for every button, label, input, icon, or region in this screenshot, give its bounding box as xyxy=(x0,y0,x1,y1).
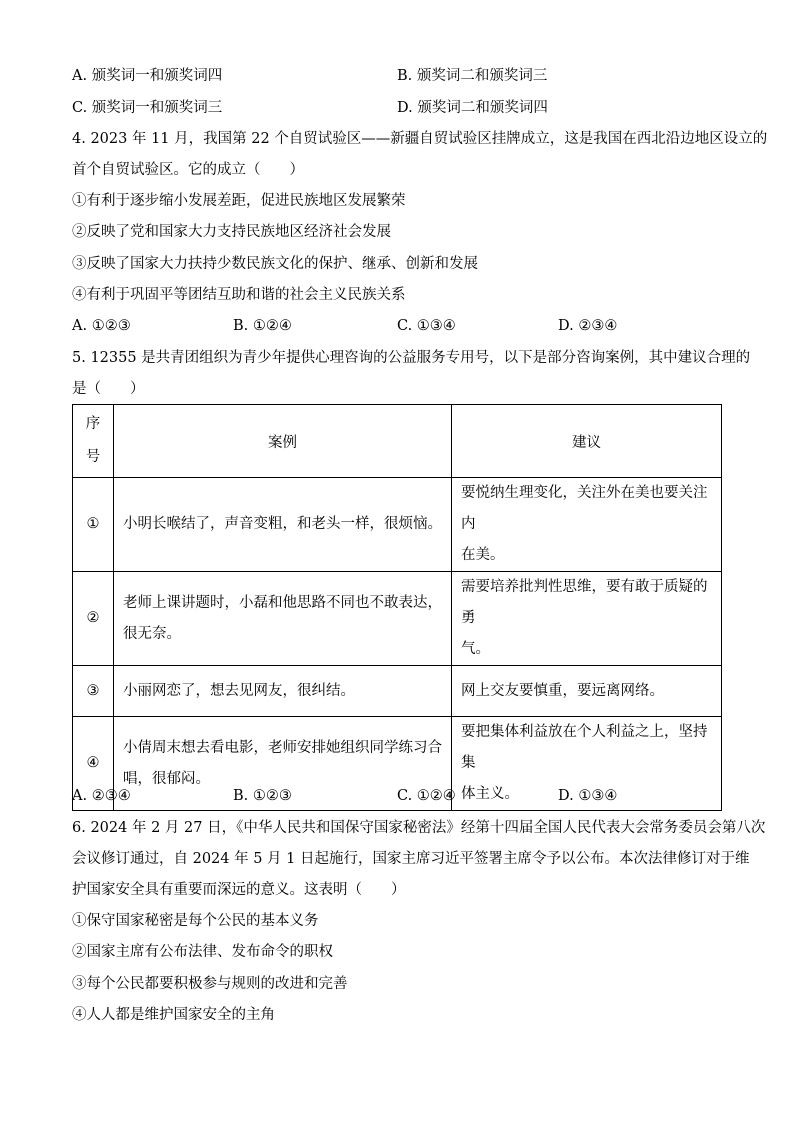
header-number xyxy=(73,405,114,478)
row-case: 小明长喉结了，声音变粗，和老头一样，很烦恼。 xyxy=(114,478,452,572)
q4-statement-1: ①有利于逐步缩小发展差距，促进民族地区发展繁荣 xyxy=(72,193,406,209)
row-advice-line2: 体主义。 xyxy=(461,786,519,802)
table-row xyxy=(73,666,722,717)
q3-option-b: B. 颁奖词二和颁奖词三 xyxy=(397,68,548,84)
row-advice-line2: 气。 xyxy=(461,641,490,657)
row-advice-line2: 在美。 xyxy=(461,547,505,563)
q6-statement-2: ②国家主席有公布法律、发布命令的职权 xyxy=(72,944,333,960)
row-advice-line1: 要把集体利益放在个人利益之上，坚持集 xyxy=(461,724,708,771)
q3-option-a: A. 颁奖词一和颁奖词四 xyxy=(72,68,223,84)
row-advice-line1: 需要培养批判性思维，要有敢于质疑的勇 xyxy=(461,579,708,626)
q5-case-table xyxy=(72,404,722,811)
row-number: ② xyxy=(73,572,114,666)
row-advice-line1: 要悦纳生理变化，关注外在美也要关注内 xyxy=(461,485,708,532)
row-number: ③ xyxy=(73,666,114,717)
q4-stem-line2: 首个自贸试验区。它的成立（ ） xyxy=(72,162,304,178)
q6-stem-line1: 6. 2024 年 2 月 27 日，《中华人民共和国保守国家秘密法》经第十四届全国人民代表大会常务委员会第八次 xyxy=(72,820,766,836)
q5-option-d: D. ①③④ xyxy=(558,788,618,804)
q5-option-a: A. ②③④ xyxy=(72,788,131,804)
row-advice xyxy=(452,478,722,572)
row-number: ① xyxy=(73,478,114,572)
q6-stem-line3: 护国家安全具有重要而深远的意义。这表明（ ） xyxy=(72,882,406,898)
table-row xyxy=(73,572,722,666)
q5-stem-line2: 是（ ） xyxy=(72,381,145,397)
q4-statement-3: ③反映了国家大力扶持少数民族文化的保护、继承、创新和发展 xyxy=(72,256,478,272)
row-case-line1: 老师上课讲题时，小磊和他思路不同也不敢表达， xyxy=(123,594,442,611)
row-number: ④ xyxy=(73,717,114,811)
q6-stem-line2: 会议修订通过，自 2024 年 5 月 1 日起施行，国家主席习近平签署主席令予以公布。本次法律修订对于维 xyxy=(72,851,750,867)
header-number-line1: 序 xyxy=(85,416,101,432)
q6-statement-1: ①保守国家秘密是每个公民的基本义务 xyxy=(72,913,319,929)
q5-stem-line1: 5. 12355 是共青团组织为青少年提供心理咨询的公益服务专用号，以下是部分咨询案例，其中建议合理的 xyxy=(72,350,751,366)
q4-statement-2: ②反映了党和国家大力支持民族地区经济社会发展 xyxy=(72,224,391,240)
row-advice xyxy=(452,572,722,666)
row-case-line2: 很无奈。 xyxy=(123,625,181,642)
header-case: 案例 xyxy=(114,405,452,478)
q4-statement-4: ④有利于巩固平等团结互助和谐的社会主义民族关系 xyxy=(72,287,406,303)
table-row xyxy=(73,478,722,572)
row-case: 小丽网恋了，想去见网友，很纠结。 xyxy=(114,666,452,717)
q4-option-b: B. ①②④ xyxy=(233,318,292,334)
table-header-row xyxy=(73,405,722,478)
q4-stem-line1: 4. 2023 年 11 月，我国第 22 个自贸试验区——新疆自贸试验区挂牌成立，这是我国在西北沿边地区设立的 xyxy=(72,131,768,147)
row-case-line1: 小倩周末想去看电影，老师安排她组织同学练习合 xyxy=(123,739,442,756)
q3-option-d: D. 颁奖词二和颁奖词四 xyxy=(397,100,548,116)
q4-option-c: C. ①③④ xyxy=(397,318,456,334)
q6-statement-3: ③每个公民都要积极参与规则的改进和完善 xyxy=(72,976,348,992)
q3-option-c: C. 颁奖词一和颁奖词三 xyxy=(72,100,223,116)
q5-option-b: B. ①②③ xyxy=(233,788,292,804)
row-case-line2: 唱，很郁闷。 xyxy=(123,770,210,787)
row-case xyxy=(114,572,452,666)
q4-option-a: A. ①②③ xyxy=(72,318,131,334)
q6-statement-4: ④人人都是维护国家安全的主角 xyxy=(72,1007,275,1023)
q4-option-d: D. ②③④ xyxy=(558,318,618,334)
header-advice: 建议 xyxy=(452,405,722,478)
header-number-line2: 号 xyxy=(85,449,101,465)
q5-option-c: C. ①②④ xyxy=(397,788,456,804)
row-advice: 网上交友要慎重，要远离网络。 xyxy=(452,666,722,717)
